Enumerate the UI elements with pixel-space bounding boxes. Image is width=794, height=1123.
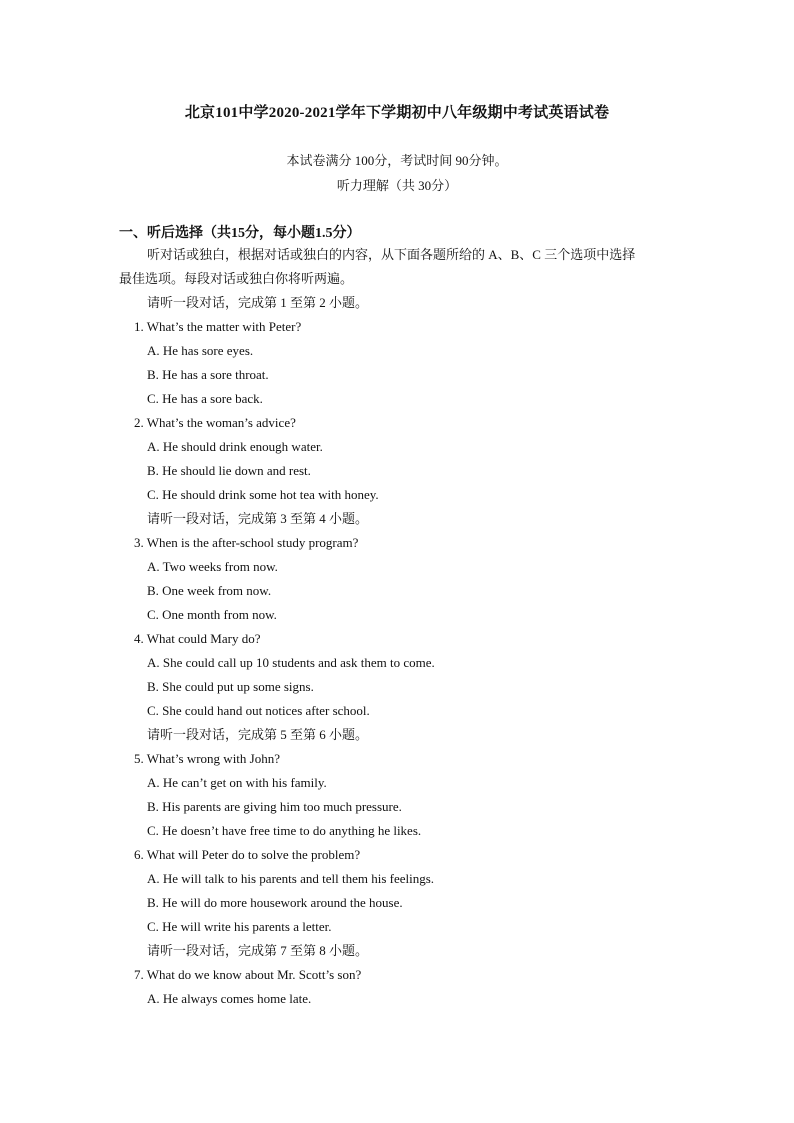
question-6-option-b: B. He will do more housework around the house. [147, 895, 403, 910]
question-7: 7. What do we know about Mr. Scott’s son? [134, 967, 362, 982]
question-3-option-a: A. Two weeks from now. [147, 559, 278, 574]
question-7-option-a: A. He always comes home late. [147, 991, 312, 1006]
question-3: 3. When is the after-school study program? [134, 535, 359, 550]
section-heading: 一、听后选择（共15分，每小题1.5分） [119, 226, 361, 241]
question-6-option-a: A. He will talk to his parents and tell them his feelings. [147, 871, 435, 886]
listening-note: 请听一段对话，完成第 5 至第 6 小题。 [147, 727, 369, 742]
part-title: 听力理解（共 30分） [336, 178, 458, 193]
question-1-option-c: C. He has a sore back. [147, 391, 263, 406]
question-1-option-b: B. He has a sore throat. [147, 367, 269, 382]
instructions-line-2: 最佳选项。每段对话或独白你将听两遍。 [119, 271, 354, 286]
question-2-option-c: C. He should drink some hot tea with honey. [147, 487, 379, 502]
listening-note: 请听一段对话，完成第 7 至第 8 小题。 [147, 943, 369, 958]
question-3-option-b: B. One week from now. [147, 583, 272, 598]
question-5-option-c: C. He doesn’t have free time to do anything he likes. [147, 823, 422, 838]
question-4: 4. What could Mary do? [134, 631, 261, 646]
question-3-option-c: C. One month from now. [147, 607, 277, 622]
question-6-option-c: C. He will write his parents a letter. [147, 919, 332, 934]
question-2-option-b: B. He should lie down and rest. [147, 463, 311, 478]
listening-note: 请听一段对话，完成第 3 至第 4 小题。 [147, 511, 369, 526]
question-5-option-a: A. He can’t get on with his family. [147, 775, 327, 790]
question-6: 6. What will Peter do to solve the problem? [134, 847, 361, 862]
question-2: 2. What’s the woman’s advice? [134, 415, 296, 430]
question-4-option-a: A. She could call up 10 students and ask them to come. [147, 655, 435, 670]
listening-note: 请听一段对话，完成第 1 至第 2 小题。 [147, 295, 369, 310]
question-5-option-b: B. His parents are giving him too much pressure. [147, 799, 402, 814]
question-1-option-a: A. He has sore eyes. [147, 343, 254, 358]
page-title: 北京101中学2020-2021学年下学期初中八年级期中考试英语试卷 [184, 105, 610, 121]
instructions-line-1: 听对话或独白，根据对话或独白的内容，从下面各题所给的 A、B、C 三个选项中选择 [147, 247, 636, 262]
question-4-option-c: C. She could hand out notices after school. [147, 703, 370, 718]
question-4-option-b: B. She could put up some signs. [147, 679, 314, 694]
question-2-option-a: A. He should drink enough water. [147, 439, 323, 454]
question-5: 5. What’s wrong with John? [134, 751, 280, 766]
question-1: 1. What’s the matter with Peter? [134, 319, 302, 334]
exam-info: 本试卷满分 100分，考试时间 90分钟。 [286, 153, 508, 168]
